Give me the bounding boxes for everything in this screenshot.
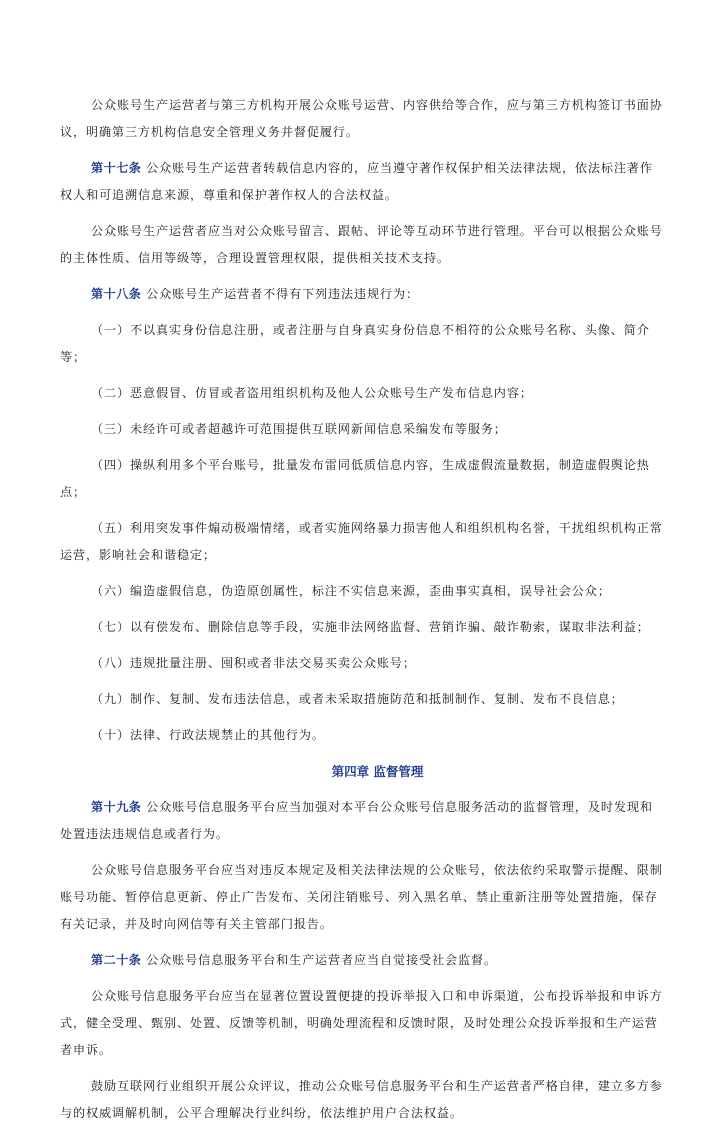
article-19-text: 公众账号信息服务平台应当加强对本平台公众账号信息服务活动的监督管理，及时发现和处置违法违规信息或者行为。: [60, 800, 653, 841]
paragraph-third-party-cooperation: 公众账号生产运营者与第三方机构开展公众账号运营、内容供给等合作，应与第三方机构签订书面协议，明确第三方机构信息安全管理义务并督促履行。: [60, 98, 663, 139]
article-18: [60, 281, 664, 308]
list-item: （十）法律、行政法规禁止的其他行为。: [91, 728, 325, 742]
article-20-text: 公众账号信息服务平台和生产运营者应当自觉接受社会监督。: [146, 953, 497, 967]
list-item: （四）操纵利用多个平台账号，批量发布雷同低质信息内容，生成虚假流量数据，制造虚假舆论热点；: [60, 458, 650, 499]
chapter-heading: 第四章 监督管理: [331, 764, 424, 779]
article-18-label: 第十八条: [91, 287, 142, 301]
paragraph-complaint-channels: 公众账号信息服务平台应当在显著位置设置便捷的投诉举报入口和申诉渠道，公布投诉举报和申诉方式，健全受理、甄别、处置、反馈等机制，明确处理流程和反馈时限，及时处理公众投诉举报和生产运营者申诉。: [60, 989, 663, 1057]
article-19-label: 第十九条: [91, 800, 142, 814]
list-item: （三）未经许可或者超越许可范围提供互联网新闻信息采编发布等服务；: [91, 422, 507, 436]
article-20-label: 第二十条: [91, 953, 142, 967]
list-item: （二）恶意假冒、仿冒或者盗用组织机构及他人公众账号生产发布信息内容；: [91, 386, 533, 400]
article-17: [60, 155, 664, 209]
article-20: [60, 947, 664, 974]
article-18-text: 公众账号生产运营者不得有下列违法违规行为：: [146, 287, 420, 301]
list-item: （七）以有偿发布、删除信息等手段，实施非法网络监督、营销诈骗、敲诈勒索，谋取非法利益；: [91, 620, 650, 634]
paragraph-industry-self-discipline: 鼓励互联网行业组织开展公众评议，推动公众账号信息服务平台和生产运营者严格自律，建立多方参与的权威调解机制，公平合理解决行业纠纷，依法维护用户合法权益。: [60, 1079, 663, 1120]
paragraph-disposal-measures: 公众账号信息服务平台应当对违反本规定及相关法律法规的公众账号，依法依约采取警示提醒、限制账号功能、暂停信息更新、停止广告发布、关闭注销账号、列入黑名单、禁止重新注册等处置措施，保存有关记录，并及时向网信等有关主管部门报告。: [60, 863, 663, 931]
list-item: （五）利用突发事件煽动极端情绪，或者实施网络暴力损害他人和组织机构名誉，干扰组织机构正常运营，影响社会和谐稳定；: [60, 521, 663, 562]
article-17-label: 第十七条: [91, 161, 142, 175]
article-19: [60, 794, 664, 848]
list-item: （九）制作、复制、发布违法信息，或者未采取措施防范和抵制制作、复制、发布不良信息；: [91, 692, 624, 706]
list-item: （一）不以真实身份信息注册，或者注册与自身真实身份信息不相符的公众账号名称、头像、简介等；: [60, 323, 650, 364]
paragraph-interaction-management: 公众账号生产运营者应当对公众账号留言、跟帖、评论等互动环节进行管理。平台可以根据公众账号的主体性质、信用等级等，合理设置管理权限，提供相关技术支持。: [60, 224, 663, 265]
list-item: （六）编造虚假信息，伪造原创属性，标注不实信息来源，歪曲事实真相，误导社会公众；: [91, 584, 611, 598]
list-item: （八）违规批量注册、囤积或者非法交易买卖公众账号；: [91, 656, 416, 670]
article-17-text: 公众账号生产运营者转载信息内容的，应当遵守著作权保护相关法律法规，依法标注著作权人和可追溯信息来源，尊重和保护著作权人的合法权益。: [60, 161, 653, 202]
